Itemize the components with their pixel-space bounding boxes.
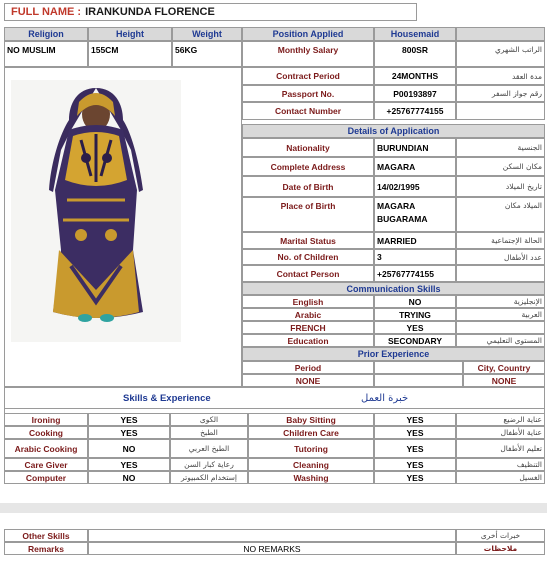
skill-left-ar: الطبخ	[170, 426, 248, 439]
skill-right-value: YES	[374, 458, 456, 471]
height-header: Height	[88, 27, 172, 41]
prior-country-label: City, Country	[463, 361, 545, 374]
job-row-value: +25767774155	[374, 102, 456, 120]
detail-value-line: 14/02/1995	[377, 181, 420, 192]
skill-right-ar: تعليم الأطفال	[456, 439, 545, 458]
comm-row-label: Education	[242, 334, 374, 347]
comm-row-value: TRYING	[374, 308, 456, 321]
job-row-ar	[456, 102, 545, 120]
skill-right-label: Baby Sitting	[248, 413, 374, 426]
skill-right-value: YES	[374, 413, 456, 426]
photo-area	[4, 67, 242, 387]
job-row-value: 24MONTHS	[374, 67, 456, 85]
top-header-blank	[456, 27, 545, 41]
job-row-label: Contact Number	[242, 102, 374, 120]
skill-left-value: YES	[88, 458, 170, 471]
full-name-value: IRANKUNDA FLORENCE	[85, 6, 215, 18]
skill-right-value: YES	[374, 471, 456, 484]
detail-row-label: No. of Children	[242, 249, 374, 265]
prior-experience-header: Prior Experience	[242, 347, 545, 361]
detail-row-label: Place of Birth	[242, 197, 374, 232]
comm-row-label: Arabic	[242, 308, 374, 321]
job-row-label: Monthly Salary	[242, 41, 374, 67]
skills-header	[4, 387, 545, 409]
detail-row-value	[374, 265, 456, 282]
position-applied-header: Position Applied	[242, 27, 374, 41]
remarks-ar: ملاحظات	[456, 542, 545, 555]
skill-left-value: NO	[88, 439, 170, 458]
skill-left-ar: رعاية كبار السن	[170, 458, 248, 471]
job-row-label: Contract Period	[242, 67, 374, 85]
weight-value: 56KG	[172, 41, 242, 67]
remarks-value: NO REMARKS	[88, 542, 456, 555]
detail-row-ar: مكان السكن	[456, 157, 545, 176]
detail-row-ar: الميلاد مكان	[456, 197, 545, 232]
detail-value-line: 3	[377, 252, 382, 262]
skills-header-en: Skills & Experience	[123, 392, 211, 404]
job-row-value: P00193897	[374, 85, 456, 102]
job-row-label: Passport No.	[242, 85, 374, 102]
detail-row-value	[374, 157, 456, 176]
detail-value-line: MAGARA	[377, 201, 416, 211]
detail-row-value	[374, 232, 456, 249]
other-skills-label: Other Skills	[4, 529, 88, 542]
detail-row-ar	[456, 265, 545, 282]
height-value: 155CM	[88, 41, 172, 67]
detail-row-label: Nationality	[242, 138, 374, 157]
detail-value-line: MAGARA	[377, 161, 416, 172]
detail-row-ar: الحالة الإجتماعية	[456, 232, 545, 249]
skill-right-ar: الغسيل	[456, 471, 545, 484]
skill-right-ar: التنظيف	[456, 458, 545, 471]
skill-left-ar: الطبخ العربي	[170, 439, 248, 458]
applicant-photo	[11, 80, 181, 342]
other-skills-ar: خبرات أخرى	[456, 529, 545, 542]
detail-row-value	[374, 138, 456, 157]
job-row-value: 800SR	[374, 41, 456, 67]
comm-row-ar: الإنجليزية	[456, 295, 545, 308]
detail-row-ar: عدد الأطفال	[456, 249, 545, 265]
weight-header: Weight	[172, 27, 242, 41]
applicant-figure-image	[11, 80, 181, 342]
detail-row-label: Marital Status	[242, 232, 374, 249]
full-name-label: FULL NAME :	[11, 6, 82, 18]
detail-row-ar: الجنسية	[456, 138, 545, 157]
prior-period-value: NONE	[242, 374, 374, 387]
comm-row-label: English	[242, 295, 374, 308]
skill-right-value: YES	[374, 439, 456, 458]
comm-row-value: SECONDARY	[374, 334, 456, 347]
details-header: Details of Application	[242, 124, 545, 138]
prior-blank-2	[374, 374, 463, 387]
skill-left-value: YES	[88, 413, 170, 426]
job-row-ar: مدة العقد	[456, 67, 545, 85]
skill-left-ar: إستخدام الكمبيوتر	[170, 471, 248, 484]
prior-blank-1	[374, 361, 463, 374]
detail-row-value	[374, 249, 456, 265]
communication-header: Communication Skills	[242, 282, 545, 295]
skill-right-label: Children Care	[248, 426, 374, 439]
skills-header-ar: خبرة العمل	[361, 392, 409, 404]
detail-row-label: Contact Person	[242, 265, 374, 282]
skill-left-label: Computer	[4, 471, 88, 484]
detail-row-value	[374, 176, 456, 197]
skill-left-value: YES	[88, 426, 170, 439]
detail-row-value	[374, 197, 456, 232]
comm-row-value: YES	[374, 321, 456, 334]
skill-left-label: Arabic Cooking	[4, 439, 88, 458]
detail-row-ar: تاريخ الميلاد	[456, 176, 545, 197]
skill-right-label: Cleaning	[248, 458, 374, 471]
comm-row-ar	[456, 321, 545, 334]
full-name-box	[4, 3, 417, 21]
separator-band	[0, 503, 547, 513]
prior-country-value: NONE	[463, 374, 545, 387]
detail-value-line: +25767774155	[377, 268, 434, 279]
skill-left-label: Care Giver	[4, 458, 88, 471]
skill-left-label: Cooking	[4, 426, 88, 439]
detail-row-label: Date of Birth	[242, 176, 374, 197]
skill-right-ar: عناية الأطفال	[456, 426, 545, 439]
comm-row-label: FRENCH	[242, 321, 374, 334]
comm-row-ar: المستوى التعليمي	[456, 334, 545, 347]
job-row-ar: الراتب الشهري	[456, 41, 545, 67]
position-value-header: Housemaid	[374, 27, 456, 41]
prior-period-label: Period	[242, 361, 374, 374]
skill-right-ar: عناية الرضيع	[456, 413, 545, 426]
other-skills-value	[88, 529, 456, 542]
religion-header: Religion	[4, 27, 88, 41]
skill-right-label: Tutoring	[248, 439, 374, 458]
detail-row-label: Complete Address	[242, 157, 374, 176]
skill-left-label: Ironing	[4, 413, 88, 426]
comm-row-ar: العربية	[456, 308, 545, 321]
skill-right-label: Washing	[248, 471, 374, 484]
skill-left-ar: الكوى	[170, 413, 248, 426]
skill-left-value: NO	[88, 471, 170, 484]
remarks-label: Remarks	[4, 542, 88, 555]
detail-value-line-2: BUGARAMA	[377, 214, 428, 224]
job-row-ar: رقم جواز السفر	[456, 85, 545, 102]
religion-value: NO MUSLIM	[4, 41, 88, 67]
skill-right-value: YES	[374, 426, 456, 439]
comm-row-value: NO	[374, 295, 456, 308]
detail-value-line: MARRIED	[377, 235, 417, 246]
detail-value-line: BURUNDIAN	[377, 142, 429, 153]
